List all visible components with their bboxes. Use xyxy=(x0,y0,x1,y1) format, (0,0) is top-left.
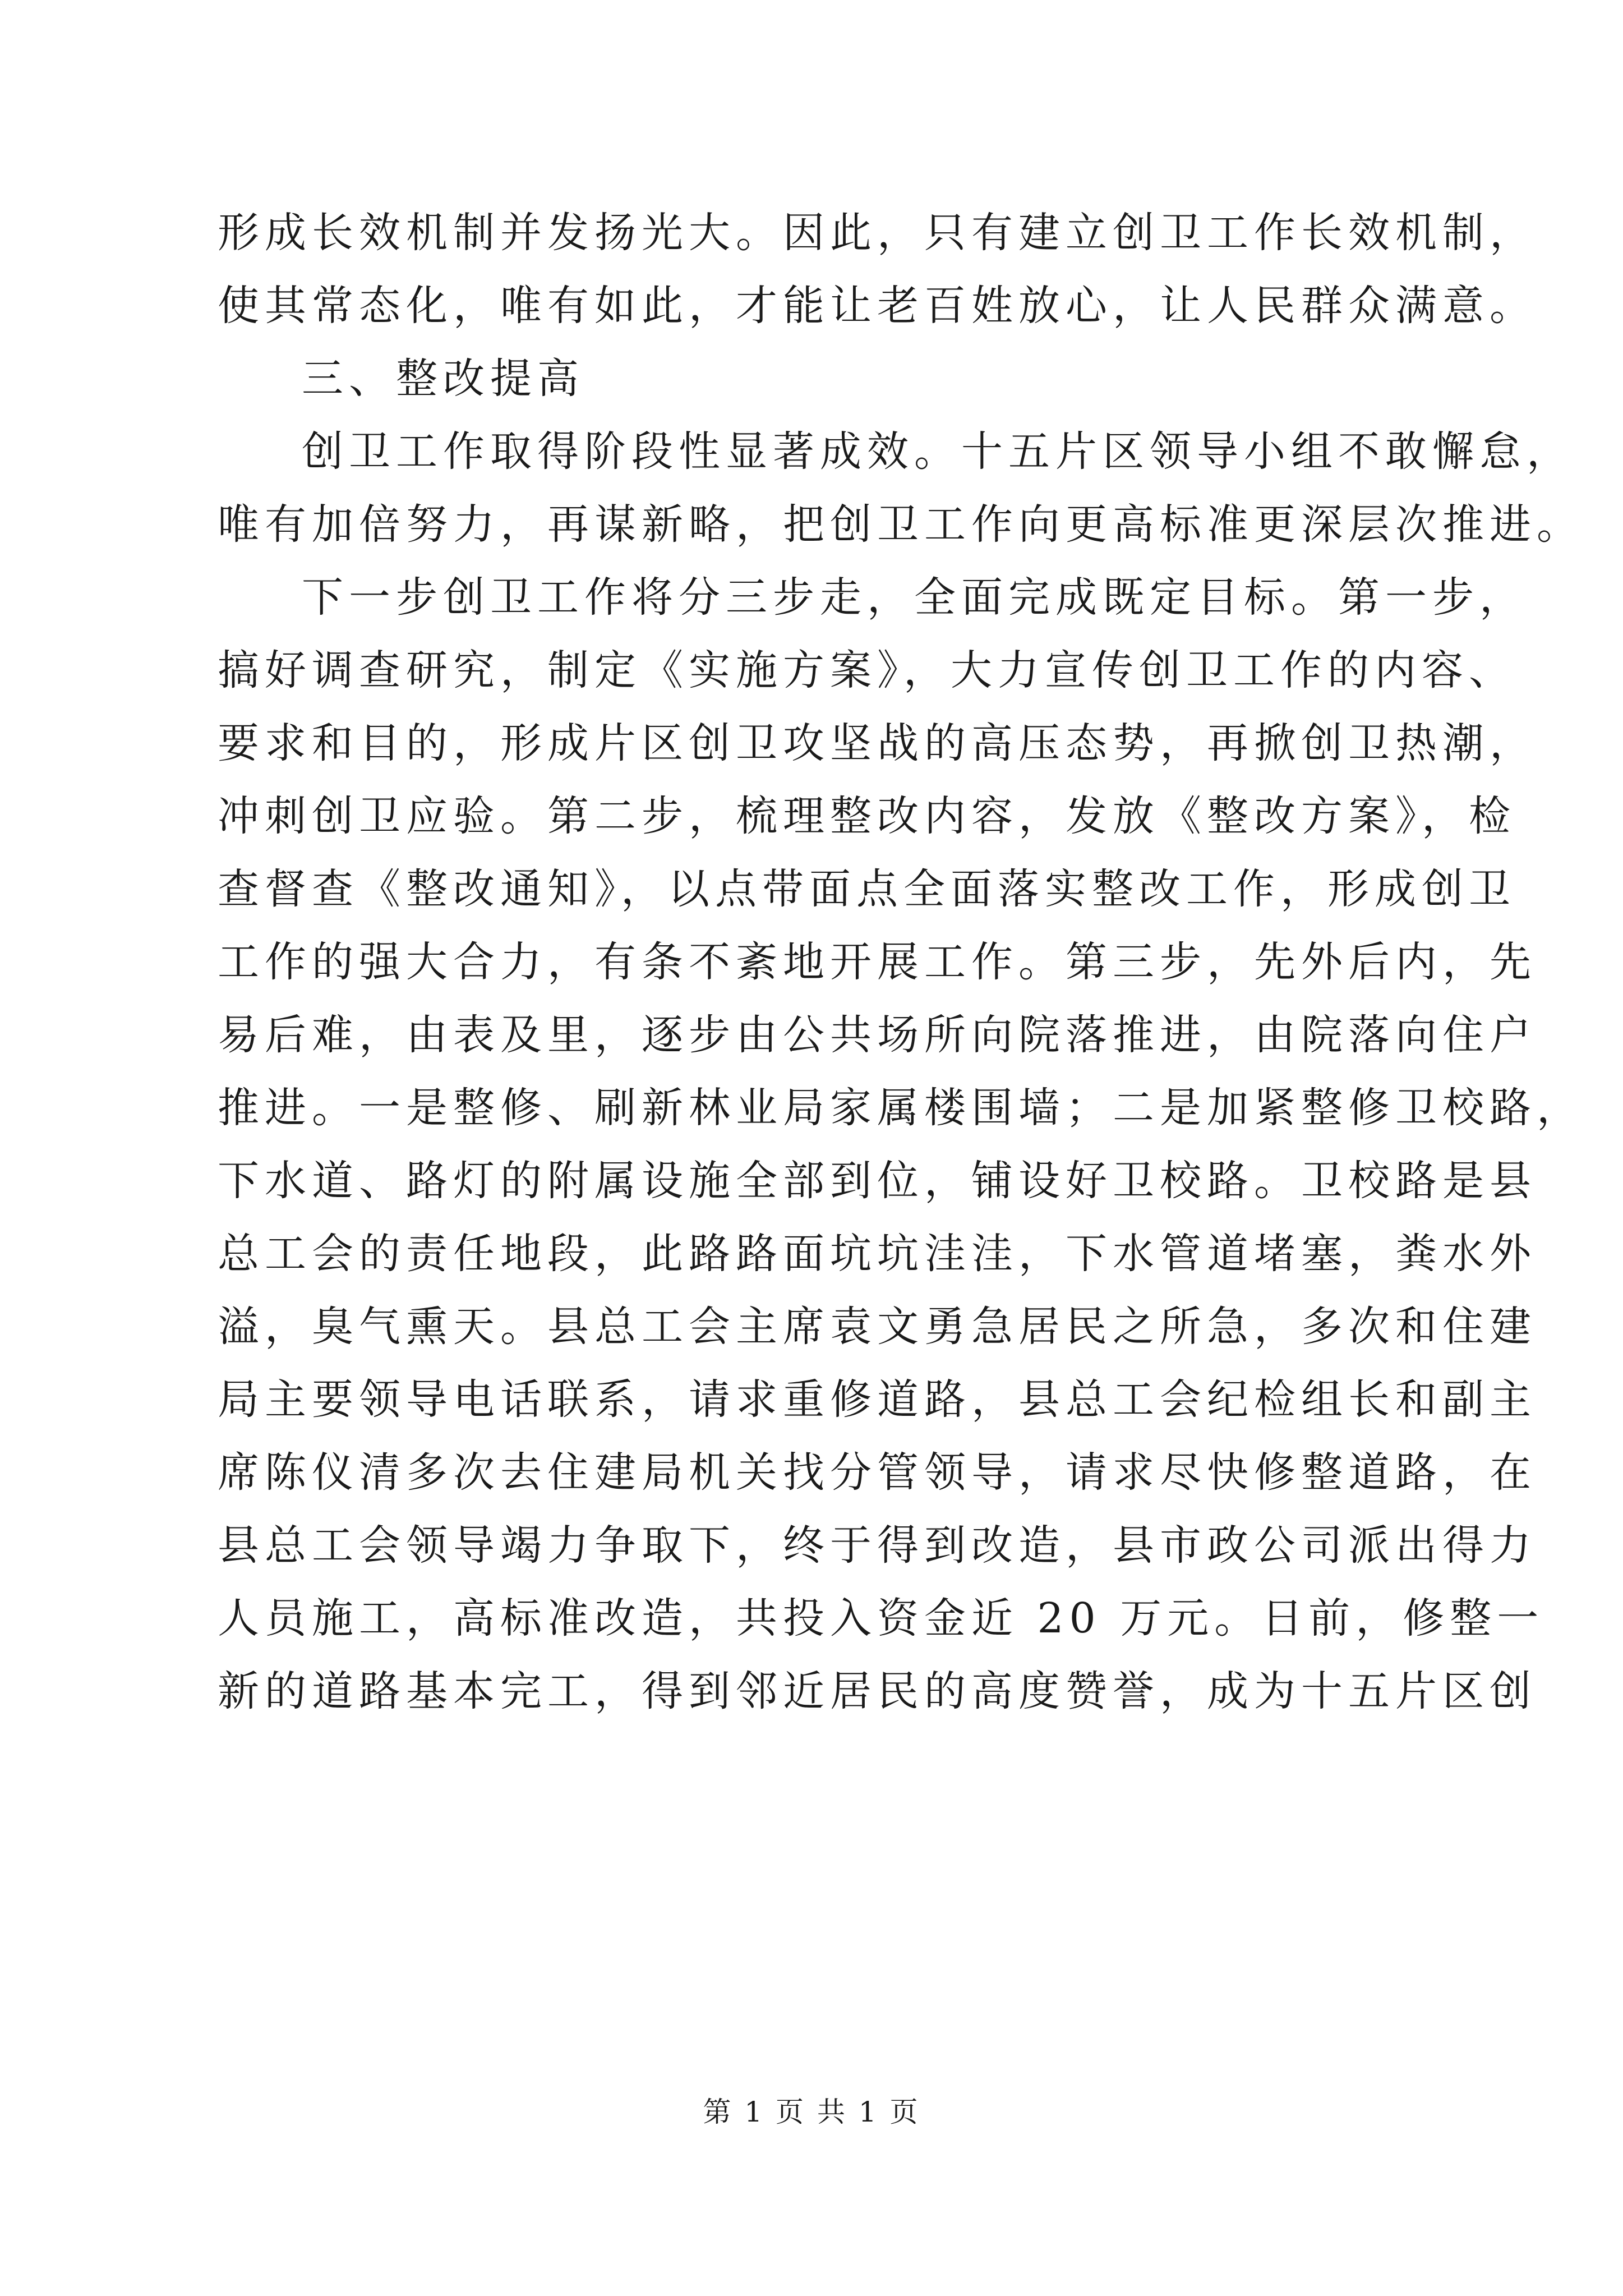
paragraph-line: 溢，臭气熏天。县总工会主席袁文勇急居民之所急，多次和住建 xyxy=(218,1303,1537,1351)
paragraph-line: 下水道、路灯的附属设施全部到位，铺设好卫校路。卫校路是县 xyxy=(218,1157,1537,1205)
paragraph-line: 查督查《整改通知》，以点带面点全面落实整改工作，形成创卫 xyxy=(218,865,1516,913)
paragraph-line: 席陈仪清多次去住建局机关找分管领导，请求尽快修整道路，在 xyxy=(218,1448,1537,1497)
paragraph-line: 人员施工，高标准改造，共投入资金近 20 万元。日前，修整一 xyxy=(218,1594,1544,1642)
paragraph-line: 新的道路基本完工，得到邻近居民的高度赞誉，成为十五片区创 xyxy=(218,1667,1537,1715)
paragraph-line: 冲刺创卫应验。第二步，梳理整改内容，发放《整改方案》，检 xyxy=(218,792,1516,840)
paragraph-line: 形成长效机制并发扬光大。因此，只有建立创卫工作长效机制， xyxy=(218,209,1537,257)
paragraph-line: 唯有加倍努力，再谋新略，把创卫工作向更高标准更深层次推进。 xyxy=(218,500,1584,549)
paragraph-line: 局主要领导电话联系，请求重修道路，县总工会纪检组长和副主 xyxy=(218,1375,1537,1424)
paragraph-line: 易后难，由表及里，逐步由公共场所向院落推进，由院落向住户 xyxy=(218,1011,1537,1059)
section-heading: 三、整改提高 xyxy=(302,355,584,403)
page-footer: 第 1 页 共 1 页 xyxy=(703,2096,920,2128)
paragraph-line: 县总工会领导竭力争取下，终于得到改造，县市政公司派出得力 xyxy=(218,1521,1537,1570)
paragraph-line: 创卫工作取得阶段性显著成效。十五片区领导小组不敢懈怠， xyxy=(302,427,1574,476)
paragraph-line: 下一步创卫工作将分三步走，全面完成既定目标。第一步， xyxy=(302,573,1527,622)
paragraph-line: 要求和目的，形成片区创卫攻坚战的高压态势，再掀创卫热潮， xyxy=(218,719,1537,767)
paragraph-line: 搞好调查研究，制定《实施方案》，大力宣传创卫工作的内容、 xyxy=(218,646,1516,694)
paragraph-line: 总工会的责任地段，此路路面坑坑洼洼，下水管道堵塞，粪水外 xyxy=(218,1230,1537,1278)
paragraph-line: 工作的强大合力，有条不紊地开展工作。第三步，先外后内，先 xyxy=(218,938,1537,986)
paragraph-line: 使其常态化，唯有如此，才能让老百姓放心，让人民群众满意。 xyxy=(218,282,1537,330)
paragraph-line: 推进。一是整修、刷新林业局家属楼围墙；二是加紧整修卫校路， xyxy=(218,1084,1584,1132)
